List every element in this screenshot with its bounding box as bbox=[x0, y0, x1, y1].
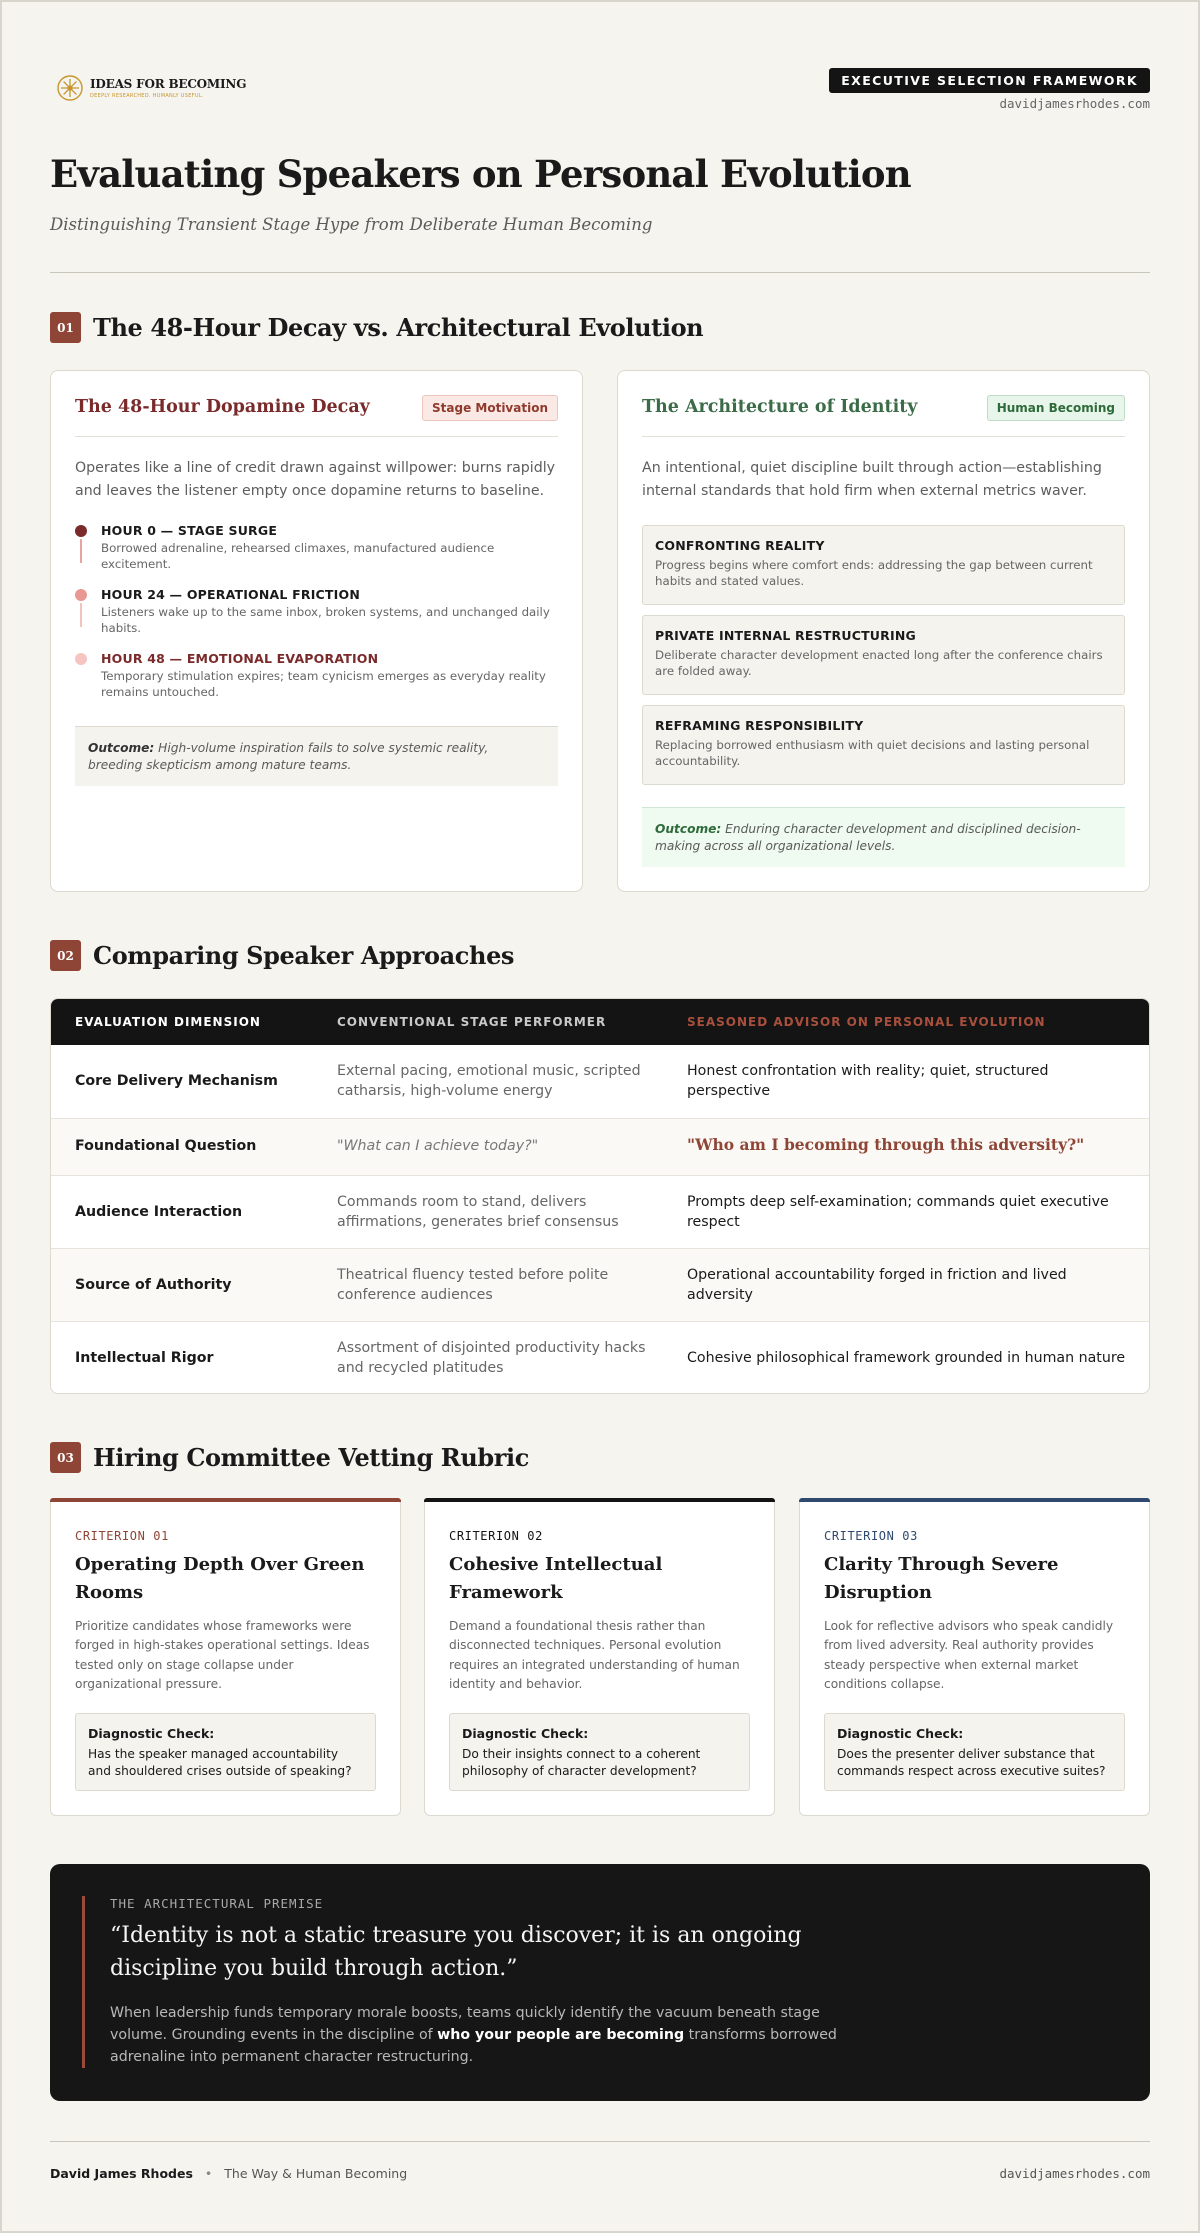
section-heading-3 bbox=[50, 1442, 529, 1473]
conventional-cell: Assortment of disjointed productivity hacks and recycled platitudes bbox=[337, 1340, 646, 1376]
section-number: 03 bbox=[50, 1442, 81, 1473]
section-heading-1 bbox=[50, 312, 703, 343]
card-lead: An intentional, quiet discipline built through action—establishing internal standards that hold firm when external metrics waver. bbox=[642, 460, 1102, 499]
logo-name: IDEAS FOR BECOMING bbox=[90, 77, 247, 91]
practice-text: Deliberate character development enacted long after the conference chairs are folded away. bbox=[655, 648, 1103, 678]
diagnostic-text: Has the speaker managed accountability and shouldered crises outside of speaking? bbox=[88, 1747, 352, 1778]
advisor-cell: "Who am I becoming through this adversity?" bbox=[687, 1135, 1085, 1154]
criterion-card bbox=[424, 1498, 775, 1816]
section-title: Hiring Committee Vetting Rubric bbox=[93, 1443, 529, 1472]
criterion-label: CRITERION 01 bbox=[75, 1529, 169, 1543]
card-title: The Architecture of Identity bbox=[642, 397, 918, 417]
dimension-cell: Core Delivery Mechanism bbox=[75, 1073, 278, 1089]
outcome-note bbox=[75, 726, 558, 786]
diagnostic-check bbox=[824, 1713, 1125, 1791]
section-title: Comparing Speaker Approaches bbox=[93, 941, 515, 970]
practice-title: REFRAMING RESPONSIBILITY bbox=[655, 718, 864, 733]
criterion-card bbox=[50, 1498, 401, 1816]
premise-accent-bar bbox=[82, 1896, 85, 2068]
logo-tagline: DEEPLY RESEARCHED. HUMANLY USEFUL. bbox=[90, 93, 204, 99]
practice-title: CONFRONTING REALITY bbox=[655, 538, 825, 553]
premise-text bbox=[110, 2002, 850, 2068]
section-number: 02 bbox=[50, 940, 81, 971]
comparison-table bbox=[50, 998, 1150, 1394]
page-title: Evaluating Speakers on Personal Evolution bbox=[50, 152, 911, 196]
divider bbox=[50, 272, 1150, 273]
criterion-card bbox=[799, 1498, 1150, 1816]
timeline-title: HOUR 0 — STAGE SURGE bbox=[101, 523, 278, 538]
table-header bbox=[51, 999, 1150, 1045]
dimension-cell: Intellectual Rigor bbox=[75, 1350, 214, 1366]
section-heading-2 bbox=[50, 940, 514, 971]
timeline-dot-icon bbox=[75, 589, 87, 601]
criterion-text: Demand a foundational thesis rather than disconnected techniques. Personal evolution requires an integrated understanding of human identity and behavior. bbox=[449, 1619, 740, 1691]
section-title: The 48-Hour Decay vs. Architectural Evolution bbox=[93, 313, 704, 342]
criterion-label: CRITERION 03 bbox=[824, 1529, 918, 1543]
practice-box bbox=[642, 525, 1125, 605]
timeline-text: Temporary stimulation expires; team cynicism emerges as everyday reality remains untouched. bbox=[101, 669, 546, 699]
diagnostic-text: Do their insights connect to a coherent philosophy of character development? bbox=[462, 1747, 701, 1778]
header bbox=[50, 68, 1150, 128]
timeline-connector bbox=[80, 539, 82, 563]
table-row bbox=[51, 1118, 1150, 1175]
diagnostic-title: Diagnostic Check: bbox=[462, 1726, 589, 1741]
diagnostic-check bbox=[449, 1713, 750, 1791]
premise-text-part: transforms borrowed adrenaline into permanent character restructuring. bbox=[110, 2027, 837, 2065]
conventional-cell: Theatrical fluency tested before polite conference audiences bbox=[337, 1267, 609, 1303]
outcome-text: Enduring character development and disciplined decision-making across all organizational levels. bbox=[655, 822, 1081, 853]
human-becoming-badge: Human Becoming bbox=[987, 395, 1125, 421]
card-title: The 48-Hour Dopamine Decay bbox=[75, 397, 370, 417]
premise-panel bbox=[50, 1864, 1150, 2101]
column-header: CONVENTIONAL STAGE PERFORMER bbox=[337, 1015, 607, 1029]
outcome-text: High-volume inspiration fails to solve systemic reality, breeding skepticism among mature teams. bbox=[88, 741, 489, 772]
outcome-label: Outcome: bbox=[88, 741, 155, 755]
outcome-label: Outcome: bbox=[655, 822, 722, 836]
diagnostic-title: Diagnostic Check: bbox=[837, 1726, 964, 1741]
table-row bbox=[51, 1175, 1150, 1248]
premise-quote: “Identity is not a static treasure you discover; it is an ongoing discipline you build through action.” bbox=[110, 1923, 802, 1981]
stage-motivation-badge: Stage Motivation bbox=[422, 395, 558, 421]
logo[interactable] bbox=[56, 74, 246, 102]
criterion-label: CRITERION 02 bbox=[449, 1529, 543, 1543]
advisor-cell: Prompts deep self-examination; commands quiet executive respect bbox=[687, 1194, 1109, 1230]
advisor-cell: Operational accountability forged in friction and lived adversity bbox=[687, 1267, 1067, 1303]
column-header: EVALUATION DIMENSION bbox=[75, 1015, 261, 1029]
framework-badge: EXECUTIVE SELECTION FRAMEWORK bbox=[829, 68, 1150, 93]
criterion-accent-bar bbox=[424, 1498, 775, 1502]
diagnostic-title: Diagnostic Check: bbox=[88, 1726, 215, 1741]
footer-site-link[interactable]: davidjamesrhodes.com bbox=[999, 2166, 1150, 2181]
footer-separator: • bbox=[204, 2166, 213, 2181]
footer-author: David James Rhodes bbox=[50, 2166, 193, 2181]
premise-label: THE ARCHITECTURAL PREMISE bbox=[110, 1896, 324, 1911]
footer-tagline: The Way & Human Becoming bbox=[224, 2166, 408, 2181]
practice-box bbox=[642, 615, 1125, 695]
diagnostic-text: Does the presenter deliver substance that commands respect across executive suites? bbox=[837, 1747, 1106, 1778]
footer-divider bbox=[50, 2141, 1150, 2142]
sun-logo-icon bbox=[56, 74, 84, 102]
timeline-text: Listeners wake up to the same inbox, broken systems, and unchanged daily habits. bbox=[101, 605, 550, 635]
conventional-cell: "What can I achieve today?" bbox=[337, 1138, 539, 1154]
advisor-cell: Honest confrontation with reality; quiet, structured perspective bbox=[687, 1063, 1049, 1099]
table-row bbox=[51, 1248, 1150, 1321]
premise-text-part: When leadership funds temporary morale boosts, teams quickly identify the vacuum beneath stage volume. Grounding events in the discipline of bbox=[110, 2005, 820, 2043]
criterion-title: Cohesive Intellectual Framework bbox=[449, 1554, 663, 1603]
criterion-title: Operating Depth Over Green Rooms bbox=[75, 1554, 365, 1603]
timeline-title: HOUR 48 — EMOTIONAL EVAPORATION bbox=[101, 651, 379, 666]
dimension-cell: Source of Authority bbox=[75, 1277, 232, 1293]
site-url[interactable]: davidjamesrhodes.com bbox=[999, 96, 1150, 111]
dopamine-decay-card bbox=[50, 370, 583, 892]
criterion-accent-bar bbox=[799, 1498, 1150, 1502]
timeline-connector bbox=[80, 603, 82, 627]
diagnostic-check bbox=[75, 1713, 376, 1791]
timeline-dot-icon bbox=[75, 525, 87, 537]
practice-text: Replacing borrowed enthusiasm with quiet decisions and lasting personal accountability. bbox=[655, 738, 1090, 768]
criterion-title: Clarity Through Severe Disruption bbox=[824, 1554, 1059, 1603]
conventional-cell: External pacing, emotional music, scripted catharsis, high-volume energy bbox=[337, 1063, 641, 1099]
timeline-title: HOUR 24 — OPERATIONAL FRICTION bbox=[101, 587, 360, 602]
practice-title: PRIVATE INTERNAL RESTRUCTURING bbox=[655, 628, 916, 643]
timeline-text: Borrowed adrenaline, rehearsed climaxes, manufactured audience excitement. bbox=[101, 541, 495, 571]
architecture-card bbox=[617, 370, 1150, 892]
footer bbox=[50, 2166, 407, 2181]
dimension-cell: Audience Interaction bbox=[75, 1204, 243, 1220]
criterion-accent-bar bbox=[50, 1498, 401, 1502]
table-row bbox=[51, 1045, 1150, 1118]
column-header: SEASONED ADVISOR ON PERSONAL EVOLUTION bbox=[687, 1015, 1046, 1029]
section-number: 01 bbox=[50, 312, 81, 343]
outcome-note bbox=[642, 807, 1125, 867]
criterion-text: Prioritize candidates whose frameworks were forged in high-stakes operational settings. Ideas tested only on stage collapse under organizational pressure. bbox=[75, 1619, 370, 1691]
advisor-cell: Cohesive philosophical framework grounded in human nature bbox=[687, 1350, 1126, 1366]
conventional-cell: Commands room to stand, delivers affirmations, generates brief consensus bbox=[337, 1194, 619, 1230]
practice-text: Progress begins where comfort ends: addressing the gap between current habits and stated values. bbox=[655, 558, 1093, 588]
premise-text-emphasis: who your people are becoming bbox=[437, 2027, 685, 2043]
dimension-cell: Foundational Question bbox=[75, 1138, 257, 1154]
table-row bbox=[51, 1321, 1150, 1394]
practice-box bbox=[642, 705, 1125, 785]
page-subtitle: Distinguishing Transient Stage Hype from Deliberate Human Becoming bbox=[50, 215, 653, 234]
timeline-dot-icon bbox=[75, 653, 87, 665]
card-lead: Operates like a line of credit drawn against willpower: burns rapidly and leaves the listener empty once dopamine returns to baseline. bbox=[75, 460, 556, 499]
criterion-text: Look for reflective advisors who speak candidly from lived adversity. Real authority provides steady perspective when external market conditions collapse. bbox=[824, 1619, 1114, 1691]
